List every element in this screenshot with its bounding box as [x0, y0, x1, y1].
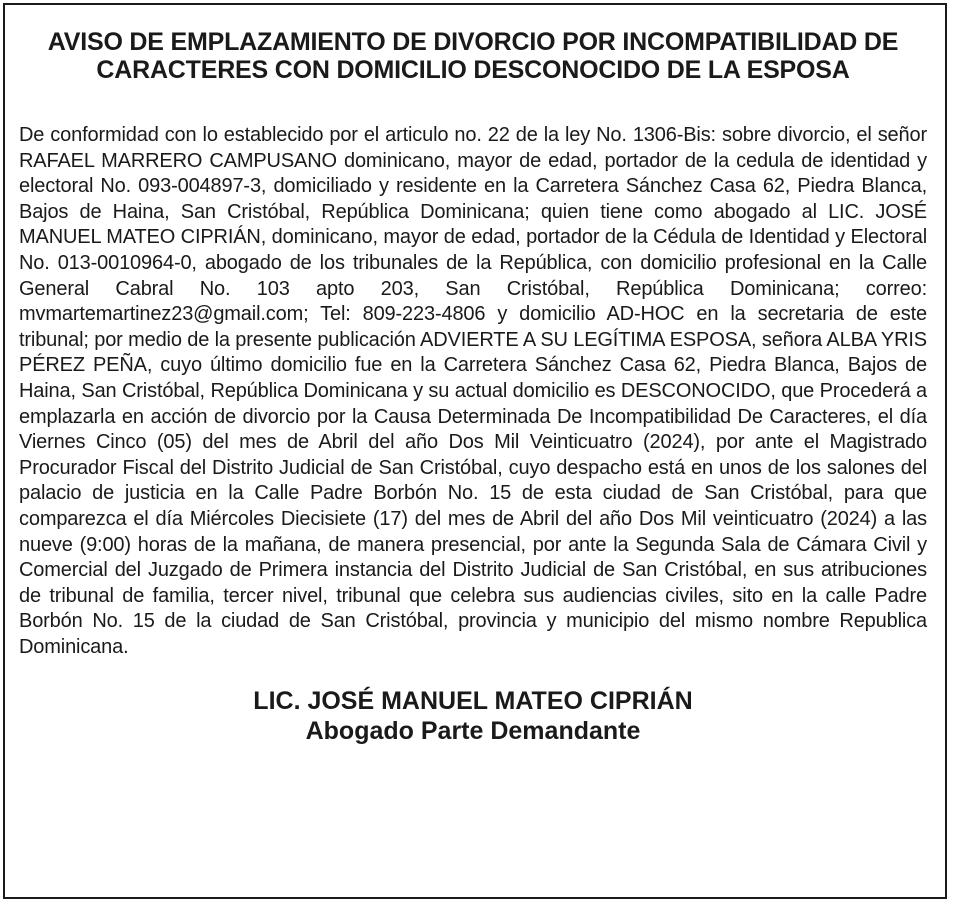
signature-name: LIC. JOSÉ MANUEL MATEO CIPRIÁN: [253, 687, 693, 716]
signature-role: Abogado Parte Demandante: [305, 717, 641, 746]
legal-notice: [19, 28, 927, 746]
notice-title: AVISO DE EMPLAZAMIENTO DE DIVORCIO POR INCOMPATIBILIDAD DE CARACTERES CON DOMICILIO DESCONOCIDO DE LA ESPOSA: [47, 28, 899, 84]
notice-body: De conformidad con lo establecido por el articulo no. 22 de la ley No. 1306-Bis: sobre divorcio, el señor RAFAEL MARRERO CAMPUSANO dominicano, mayor de edad, portador de la cedula de identidad y electoral No. 093-004897-3, domiciliado y residente en la Carretera Sánchez Casa 62, Piedra Blanca, Bajos de Haina, San Cristóbal, República Dominicana; quien tiene como abogado al LIC. JOSÉ MANUEL MATEO CIPRIÁN, dominicano, mayor de edad, portador de la Cédula de Identidad y Electoral No. 013-0010964-0, abogado de los tribunales de la República, con domicilio profesional en la Calle General Cabral No. 103 apto 203, San Cristóbal, República Dominicana; correo: mvmartemartinez23@gmail.com; Tel: 809-223-4806 y domicilio AD-HOC en la secretaria de este tribunal; por medio de la presente publicación ADVIERTE A SU LEGÍTIMA ESPOSA, señora ALBA YRIS PÉREZ PEÑA, cuyo último domicilio fue en la Carretera Sánchez Casa 62, Piedra Blanca, Bajos de Haina, San Cristóbal, República Dominicana y su actual domicilio es DESCONOCIDO, que Procederá a emplazarla en acción de divorcio por la Causa Determinada De Incompatibilidad De Caracteres, el día Viernes Cinco (05) del mes de Abril del año Dos Mil Veinticuatro (2024), por ante el Magistrado Procurador Fiscal del Distrito Judicial de San Cristóbal, cuyo despacho está en unos de los salones del palacio de justicia en la Calle Padre Borbón No. 15 de esta ciudad de San Cristóbal, para que comparezca el día Miércoles Diecisiete (17) del mes de Abril del año Dos Mil veinticuatro (2024) a las nueve (9:00) horas de la mañana, de manera presencial, por ante la Segunda Sala de Cámara Civil y Comercial del Juzgado de Primera instancia del Distrito Judicial de San Cristóbal, en sus atribuciones de tribunal de familia, tercer nivel, tribunal que celebra sus audiencias civiles, sito en la calle Padre Borbón No. 15 de la ciudad de San Cristóbal, provincia y municipio del mismo nombre Republica Dominicana.: [19, 124, 927, 658]
